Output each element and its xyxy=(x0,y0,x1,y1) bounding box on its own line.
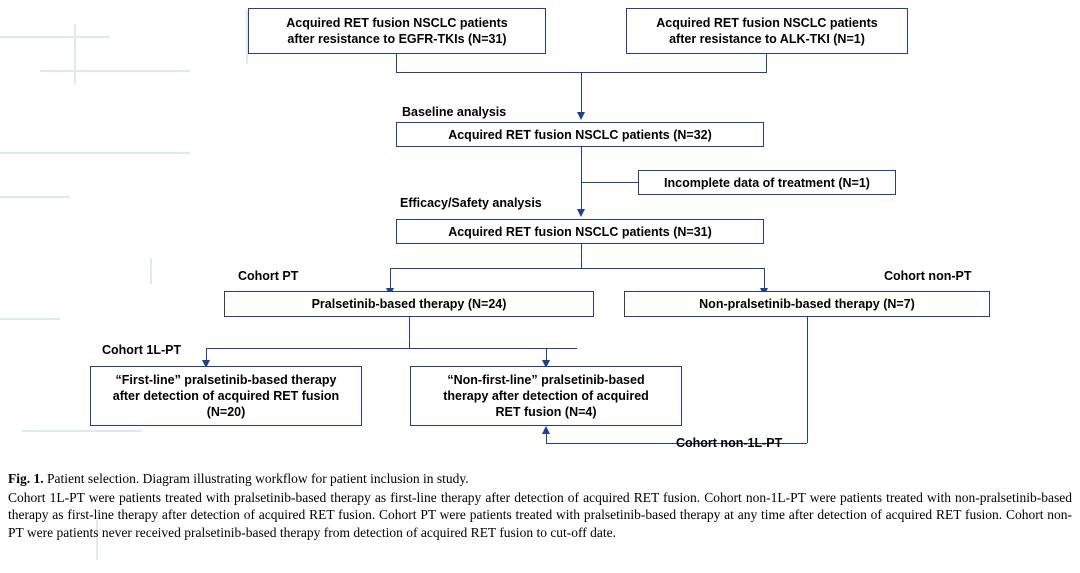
arrow-to-baseline-box xyxy=(577,112,585,120)
box-baseline-patients: Acquired RET fusion NSCLC patients (N=32) xyxy=(396,122,764,147)
box-first-line-pralsetinib: “First-line” pralsetinib-based therapy after detection of acquired RET fusion (N=20) xyxy=(90,366,362,426)
connector-merge-to-baseline xyxy=(581,72,582,114)
connector-non-pt-down xyxy=(807,317,808,443)
connector-pralsetinib-down xyxy=(409,317,410,348)
scan-artifact xyxy=(74,24,76,84)
box-efficacy-patients: Acquired RET fusion NSCLC patients (N=31) xyxy=(396,219,764,244)
label-cohort-pt: Cohort PT xyxy=(238,269,299,283)
caption-body: Cohort 1L-PT were patients treated with pralsetinib-based therapy as first-line therapy after detection of acquired RET fusion. Cohort non-1L-PT were patients treated with non-pralsetinib-based therapy as first-line therapy after detection of acquired RET fusion. Cohort PT were patients treated with pralsetinib-based therapy at any time after detection of acquired RET fusion. Cohort non-PT were patients never received pralsetinib-based therapy from detection of acquired RET fusion to cut-off date. xyxy=(8,489,1072,540)
connector-efficacy-down xyxy=(581,244,582,268)
connector-non-1l-pt-up xyxy=(546,434,547,443)
label-cohort-1l-pt: Cohort 1L-PT xyxy=(102,343,182,357)
box-pralsetinib-therapy: Pralsetinib-based therapy (N=24) xyxy=(224,291,594,317)
caption-title-line xyxy=(8,470,1072,488)
connector-egfr-down xyxy=(396,54,397,72)
label-baseline-analysis: Baseline analysis xyxy=(402,105,507,119)
scan-artifact xyxy=(0,318,60,320)
connector-alk-down xyxy=(766,54,767,72)
box-alk-tki-cohort: Acquired RET fusion NSCLC patients after resistance to ALK-TKI (N=1) xyxy=(626,8,908,54)
box-incomplete-data: Incomplete data of treatment (N=1) xyxy=(638,170,896,195)
label-cohort-non-1l-pt: Cohort non-1L-PT xyxy=(676,436,783,450)
scan-artifact xyxy=(0,152,190,154)
connector-to-pralsetinib xyxy=(390,268,391,290)
scan-artifact xyxy=(22,430,142,432)
scan-artifact xyxy=(40,70,190,72)
box-non-pralsetinib-therapy: Non-pralsetinib-based therapy (N=7) xyxy=(624,291,990,317)
connector-to-non-pralsetinib xyxy=(764,268,765,290)
connector-baseline-to-efficacy xyxy=(581,147,582,212)
figure-number: Fig. 1. xyxy=(8,471,44,486)
connector-exclusion-horizontal xyxy=(581,182,638,183)
arrow-to-non-first-line-box-from-below xyxy=(542,426,550,434)
scan-artifact xyxy=(0,36,110,38)
scan-artifact xyxy=(0,196,70,198)
connector-cohort-split xyxy=(390,268,764,269)
label-cohort-non-pt: Cohort non-PT xyxy=(884,269,972,283)
figure-caption xyxy=(8,470,1072,541)
arrow-to-efficacy-box xyxy=(577,209,585,217)
label-efficacy-safety-analysis: Efficacy/Safety analysis xyxy=(400,196,542,210)
connector-pralsetinib-split xyxy=(206,348,577,349)
box-egfr-tki-cohort: Acquired RET fusion NSCLC patients after resistance to EGFR-TKIs (N=31) xyxy=(248,8,546,54)
box-non-first-line-pralsetinib: “Non-first-line” pralsetinib-based therapy after detection of acquired RET fusion (N=4) xyxy=(410,366,682,426)
caption-title: Patient selection. Diagram illustrating workflow for patient inclusion in study. xyxy=(47,471,469,486)
scan-artifact xyxy=(150,258,152,284)
